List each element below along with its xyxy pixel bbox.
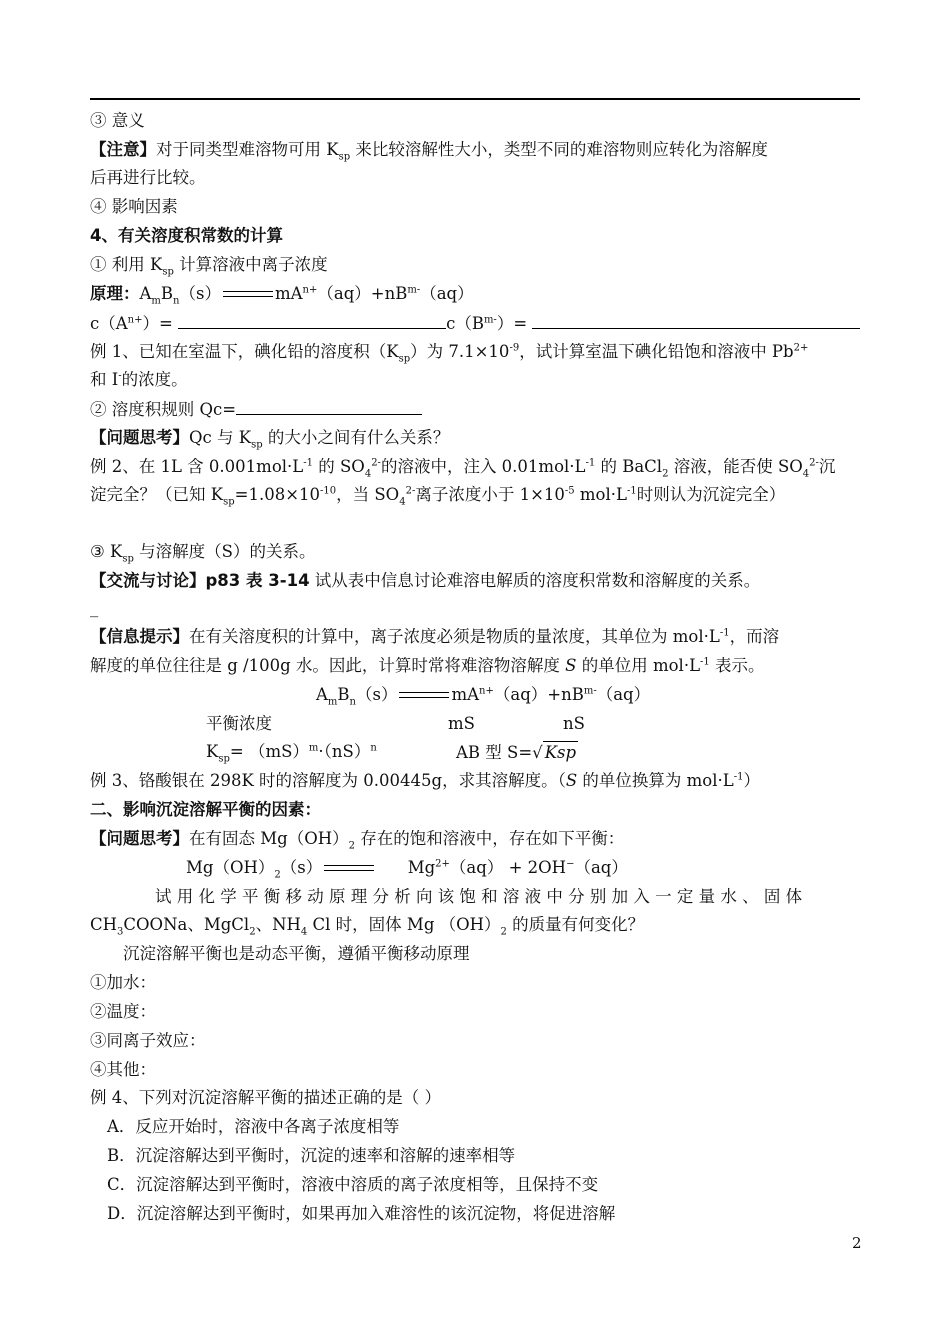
equilibrium-concentration-label: 平衡浓度 — [206, 714, 272, 733]
equilibrium-arrow-icon — [324, 862, 374, 876]
item-ksp-calc: ① 利用 $K_{sp}$ 计算溶液中离子浓度 — [90, 255, 328, 278]
blank-cb — [532, 312, 860, 329]
example-4-question: 例 4、下列对沉淀溶解平衡的描述正确的是（ ） — [90, 1088, 441, 1107]
note-line-1: 【注意】对于同类型难溶物可用 $K_{sp}$ 来比较溶解性大小，类型不同的难溶物则应转化为溶解度 — [90, 140, 768, 163]
dynamic-equilibrium-note: 沉淀溶解平衡也是动态平衡，遵循平衡移动原理 — [123, 944, 470, 963]
factor-temperature: ②温度： — [90, 1002, 156, 1021]
section-2-heading: 二、影响沉淀溶解平衡的因素： — [90, 800, 321, 819]
discussion-line: 【交流与讨论】p83 表 3-14 试从表中信息讨论难溶电解质的溶度积常数和溶解度的关系。 — [90, 571, 761, 590]
ksp-rule: ② 溶度积规则 Qc= — [90, 398, 422, 421]
conc-ns: nS — [563, 714, 585, 733]
concentration-blanks: $c(A^{n+})= c(B^{m-})=$ — [90, 312, 860, 335]
info-hint-line-1: 【信息提示】在有关溶度积的计算中，离子浓度必须是物质的量浓度，其单位为 $mol\cdot L^{-1}$，而溶 — [90, 627, 780, 646]
option-a: A．反应开始时，溶液中各离子浓度相等 — [107, 1117, 400, 1136]
blank-ca — [178, 312, 446, 329]
analysis-line-1: 试 用 化 学 平 衡 移 动 原 理 分 析 向 该 饱 和 溶 液 中 分 别 加 入 一 定 量 水 、 固 体 — [155, 887, 803, 906]
blank-qc — [236, 398, 422, 415]
general-equation: $A_mB_n(s)$ $mA^{n+}(aq)+nB^{m-}(aq)$ — [316, 685, 651, 708]
item-meaning: ③ 意义 — [90, 111, 145, 130]
note-line-2: 后再进行比较。 — [90, 168, 206, 187]
header-rule — [90, 98, 860, 100]
item-ksp-solubility: ③ $K_{sp}$ 与溶解度（S）的关系。 — [90, 542, 316, 565]
example-1-line-2: 和 I-的浓度。 — [90, 370, 188, 389]
option-d: D．沉淀溶解达到平衡时，如果再加入难溶性的该沉淀物，将促进溶解 — [107, 1204, 616, 1223]
option-b: B．沉淀溶解达到平衡时，沉淀的速率和溶解的速率相等 — [107, 1146, 516, 1165]
question-mgoh2: 【问题思考】在有固态 $Mg(OH)_2$ 存在的饱和溶液中，存在如下平衡： — [90, 829, 625, 852]
item-factors: ④ 影响因素 — [90, 197, 178, 216]
factor-water: ①加水： — [90, 973, 156, 992]
factor-common-ion: ③同离子效应： — [90, 1031, 206, 1050]
question-qc-ksp: 【问题思考】Qc 与 $K_{sp}$ 的大小之间有什么关系？ — [90, 428, 450, 451]
analysis-line-2: $CH_3COONa$、MgCl$_2$、$NH_4$ Cl 时，固体 Mg $(OH)_2$ 的质量有何变化？ — [90, 915, 645, 938]
equilibrium-arrow-icon — [223, 288, 273, 302]
conc-ms: mS — [448, 714, 475, 733]
example-2-line-2: 淀完全？（已知 $K_{sp}=1.08\times 10^{-10}$，当 $SO_4^{2-}$离子浓度小于 $1\times 10^{-5}$ $mol\cdot L^{-1}$时则认为沉淀完全） — [90, 485, 786, 508]
option-c: C．沉淀溶解达到平衡时，溶液中溶质的离子浓度相等，且保持不变 — [107, 1175, 599, 1194]
example-3: 例 3、铬酸银在 298K 时的溶解度为 0.00445g，求其溶解度。（S 的单位换算为 $mol\cdot L^{-1}$） — [90, 771, 760, 790]
page-number: 2 — [852, 1234, 862, 1252]
section-4-heading: 4、有关溶度积常数的计算 — [90, 226, 283, 245]
equilibrium-arrow-icon — [399, 689, 449, 703]
mgoh2-equation: $Mg(OH)_2(s)$ $Mg^{2+}(aq) + 2OH^-(aq)$ — [186, 858, 628, 881]
principle-equation: 原理：$A_mB_n(s)$ $mA^{n+}(aq)+nB^{m-}(aq)$ — [90, 284, 474, 307]
underscore-mark: _ — [90, 598, 99, 617]
example-2-line-1: 例 2、在 1L 含 $0.001mol\cdot L^{-1}$ 的 $SO_4^{2-}$的溶液中，注入 $0.01mol\cdot L^{-1}$ 的 BaCl$_2$ 溶液，能否使 $SO_4^{2-}$沉 — [90, 457, 836, 480]
ksp-expression: $K_{sp}= (mS)^m\cdot(nS)^n$ — [206, 742, 377, 765]
example-1-line-1: 例 1、已知在室温下，碘化铅的溶度积$(K_{sp})$为 $7.1\times 10^{-9}$，试计算室温下碘化铅饱和溶液中 $Pb^{2+}$ — [90, 342, 809, 365]
factor-other: ④其他： — [90, 1060, 156, 1079]
info-hint-line-2: 解度的单位往往是 g /100g 水。因此，计算时常将难溶物溶解度 S 的单位用 $mol\cdot L^{-1}$ 表示。 — [90, 656, 765, 675]
ab-type-formula: AB 型 S=√ Ksp — [456, 743, 577, 762]
